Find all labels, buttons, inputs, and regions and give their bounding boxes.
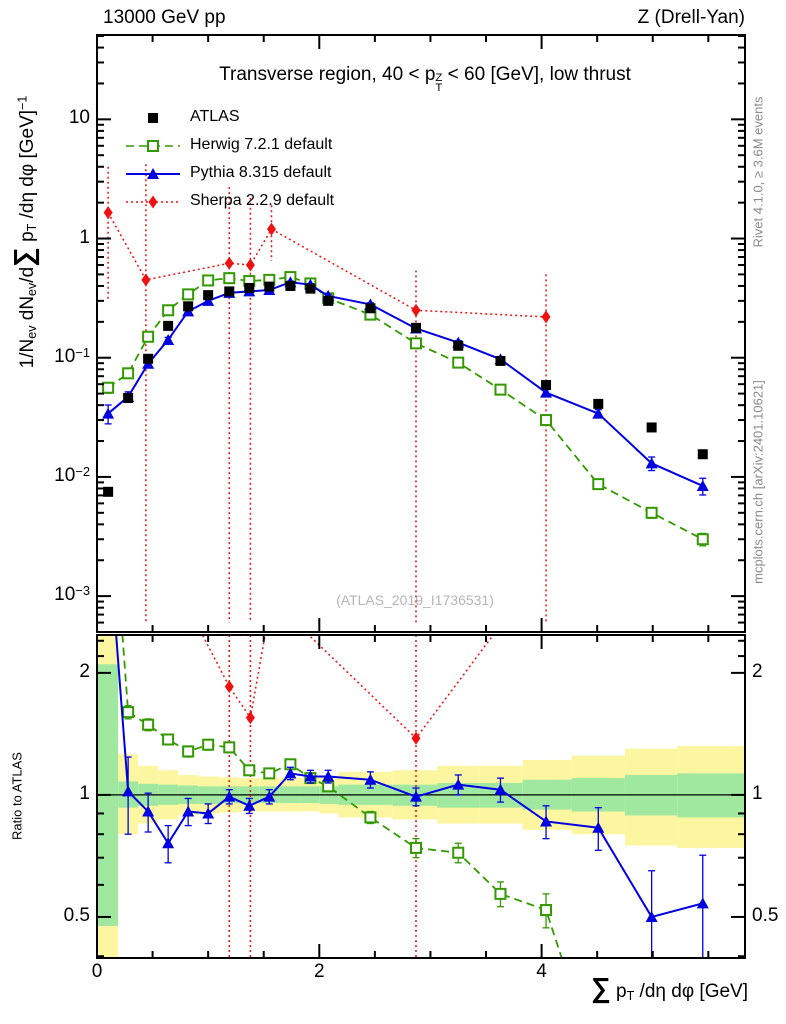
series-sherpa-main [104,164,551,622]
ratio-axis-label: Ratio to ATLAS [9,752,25,840]
analysis-watermark: (ATLAS_2019_I1736531) [336,592,494,608]
series-herwig-ratio [108,440,703,1024]
x-tick-label: 2 [314,961,325,982]
main-y-tick-label: $10^{-1}$ [54,344,90,367]
beam-info: 13000 GeV pp [103,7,226,28]
legend-label-atlas: ATLAS [190,108,240,125]
x-tick-label: 4 [536,961,547,982]
ratio-y-tick-label: 1 [79,782,90,804]
legend-label-pythia: Pythia 8.315 default [190,164,332,181]
x-axis-label: ∑ pT /dη dφ [GeV] [591,972,748,1004]
plot-title: Transverse region, 40 < p Z T < 60 [GeV], low thrust [219,64,631,94]
main-y-tick-label: $10^{-2}$ [54,464,90,486]
mcplots-note: mcplots.cern.ch [arXiv:2401.10621] [750,380,766,584]
legend-markers [126,113,180,209]
main-y-tick-label: $10^{-3}$ [54,583,90,606]
ratio-y-tick-label-right: 0.5 [752,904,779,926]
legend-label-herwig: Herwig 7.2.1 default [190,136,333,153]
legend-label-sherpa: Sherpa 2.2.9 default [190,192,335,209]
generator-note: Rivet 4.1.0, ≥ 3.6M events [750,96,766,248]
ratio-y-tick-label: 0.5 [63,904,90,926]
x-tick-label: 0 [91,961,103,982]
ratio-y-tick-label: 2 [79,660,90,682]
y-axis-label: 1/Nev dNev/d∑ pT /dη dφ [GeV]$^{-1}$ [8,95,40,369]
ratio-y-tick-label-right: 1 [752,782,763,804]
series-herwig-main [103,272,708,546]
ratio-y-tick-label-right: 2 [752,660,763,682]
main-y-tick-label: 10 [68,107,90,129]
process-info: Z (Drell-Yan) [637,7,745,28]
series-atlas-main [103,281,708,497]
main-y-tick-label: 1 [79,226,90,248]
